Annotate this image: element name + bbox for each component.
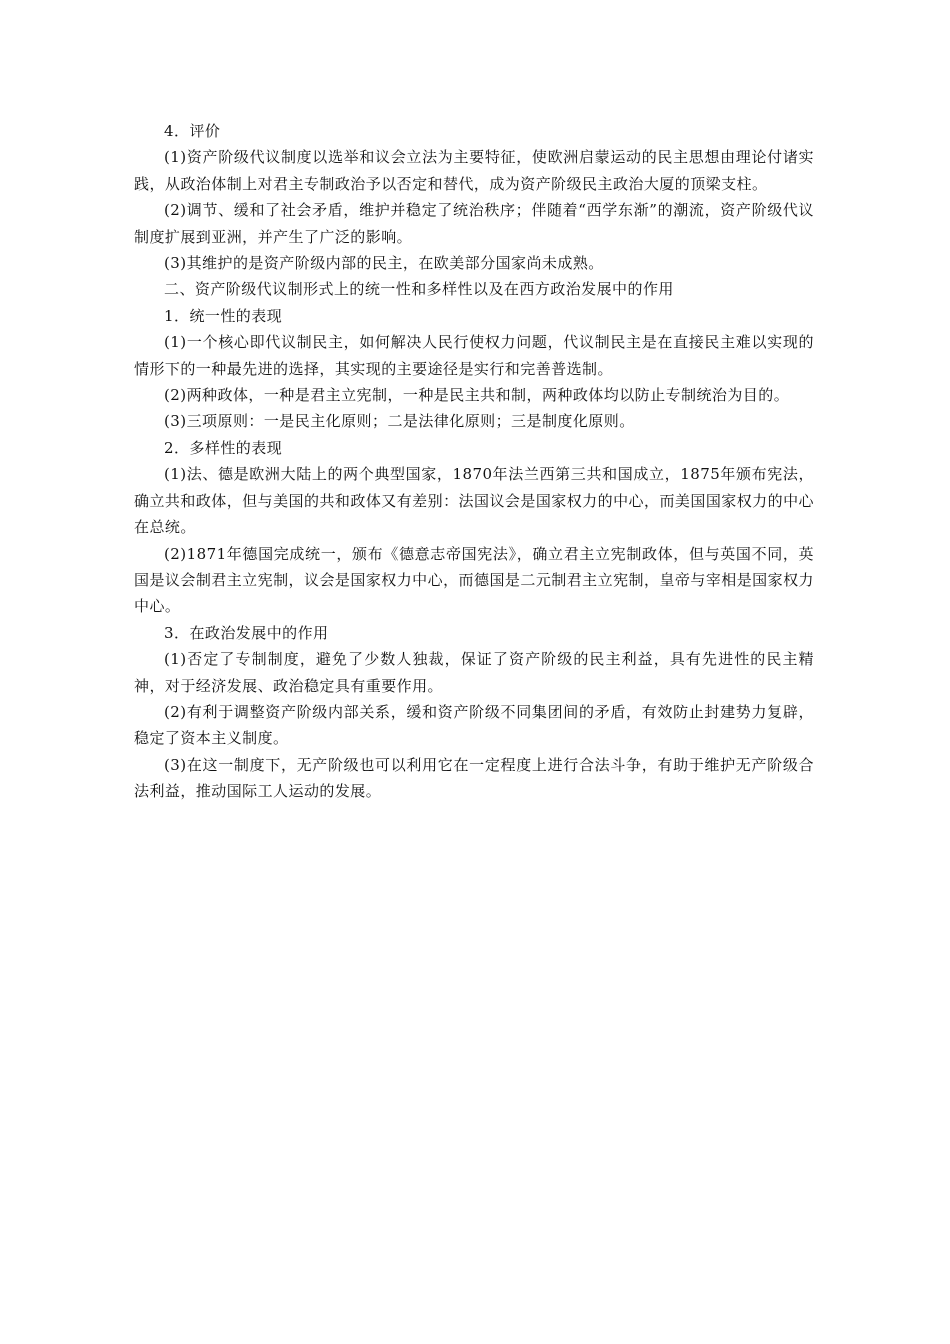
paragraph: (1)法、德是欧洲大陆上的两个典型国家，1870年法兰西第三共和国成立，1875年颁布宪法，确立共和政体，但与美国的共和政体又有差别：法国议会是国家权力的中心，而美国国家权力的中心在总统。 xyxy=(134,465,814,537)
section-heading-role: 3．在政治发展中的作用 xyxy=(164,623,329,642)
paragraph: (3)三项原则：一是民主化原则；二是法律化原则；三是制度化原则。 xyxy=(164,412,635,431)
paragraph: (2)有利于调整资产阶级内部关系，缓和资产阶级不同集团间的矛盾，有效防止封建势力复辟，稳定了资本主义制度。 xyxy=(134,702,814,748)
section-heading-evaluation: 4．评价 xyxy=(164,122,221,140)
paragraph: (3)在这一制度下，无产阶级也可以利用它在一定程度上进行合法斗争，有助于维护无产阶级合法利益，推动国际工人运动的发展。 xyxy=(134,755,814,801)
paragraph: (1)否定了专制制度，避免了少数人独裁，保证了资产阶级的民主利益，具有先进性的民主精神，对于经济发展、政治稳定具有重要作用。 xyxy=(134,650,814,695)
paragraph: (3)其维护的是资产阶级内部的民主，在欧美部分国家尚未成熟。 xyxy=(164,254,604,273)
paragraph: (2)两种政体，一种是君主立宪制，一种是民主共和制，两种政体均以防止专制统治为目的。 xyxy=(164,386,790,405)
paragraph: (2)1871年德国完成统一，颁布《德意志帝国宪法》，确立君主立宪制政体，但与英国不同，英国是议会制君主立宪制，议会是国家权力中心，而德国是二元制君主立宪制，皇帝与宰相是国家权力中心。 xyxy=(134,544,814,616)
paragraph: (2)调节、缓和了社会矛盾，维护并稳定了统治秩序；伴随着“西学东渐”的潮流，资产阶级代议制度扩展到亚洲，并产生了广泛的影响。 xyxy=(134,201,814,246)
paragraph: (1)一个核心即代议制民主，如何解决人民行使权力问题，代议制民主是在直接民主难以实现的情形下的一种最先进的选择，其实现的主要途径是实行和完善普选制。 xyxy=(134,333,814,378)
paragraph: (1)资产阶级代议制度以选举和议会立法为主要特征，使欧洲启蒙运动的民主思想由理论付诸实践，从政治体制上对君主专制政治予以否定和替代，成为资产阶级民主政治大厦的顶梁支柱。 xyxy=(134,148,814,193)
section-heading-part-two: 二、资产阶级代议制形式上的统一性和多样性以及在西方政治发展中的作用 xyxy=(164,280,674,299)
section-heading-unity: 1．统一性的表现 xyxy=(164,306,283,325)
section-heading-diversity: 2．多样性的表现 xyxy=(164,438,283,457)
document-body xyxy=(134,118,814,805)
